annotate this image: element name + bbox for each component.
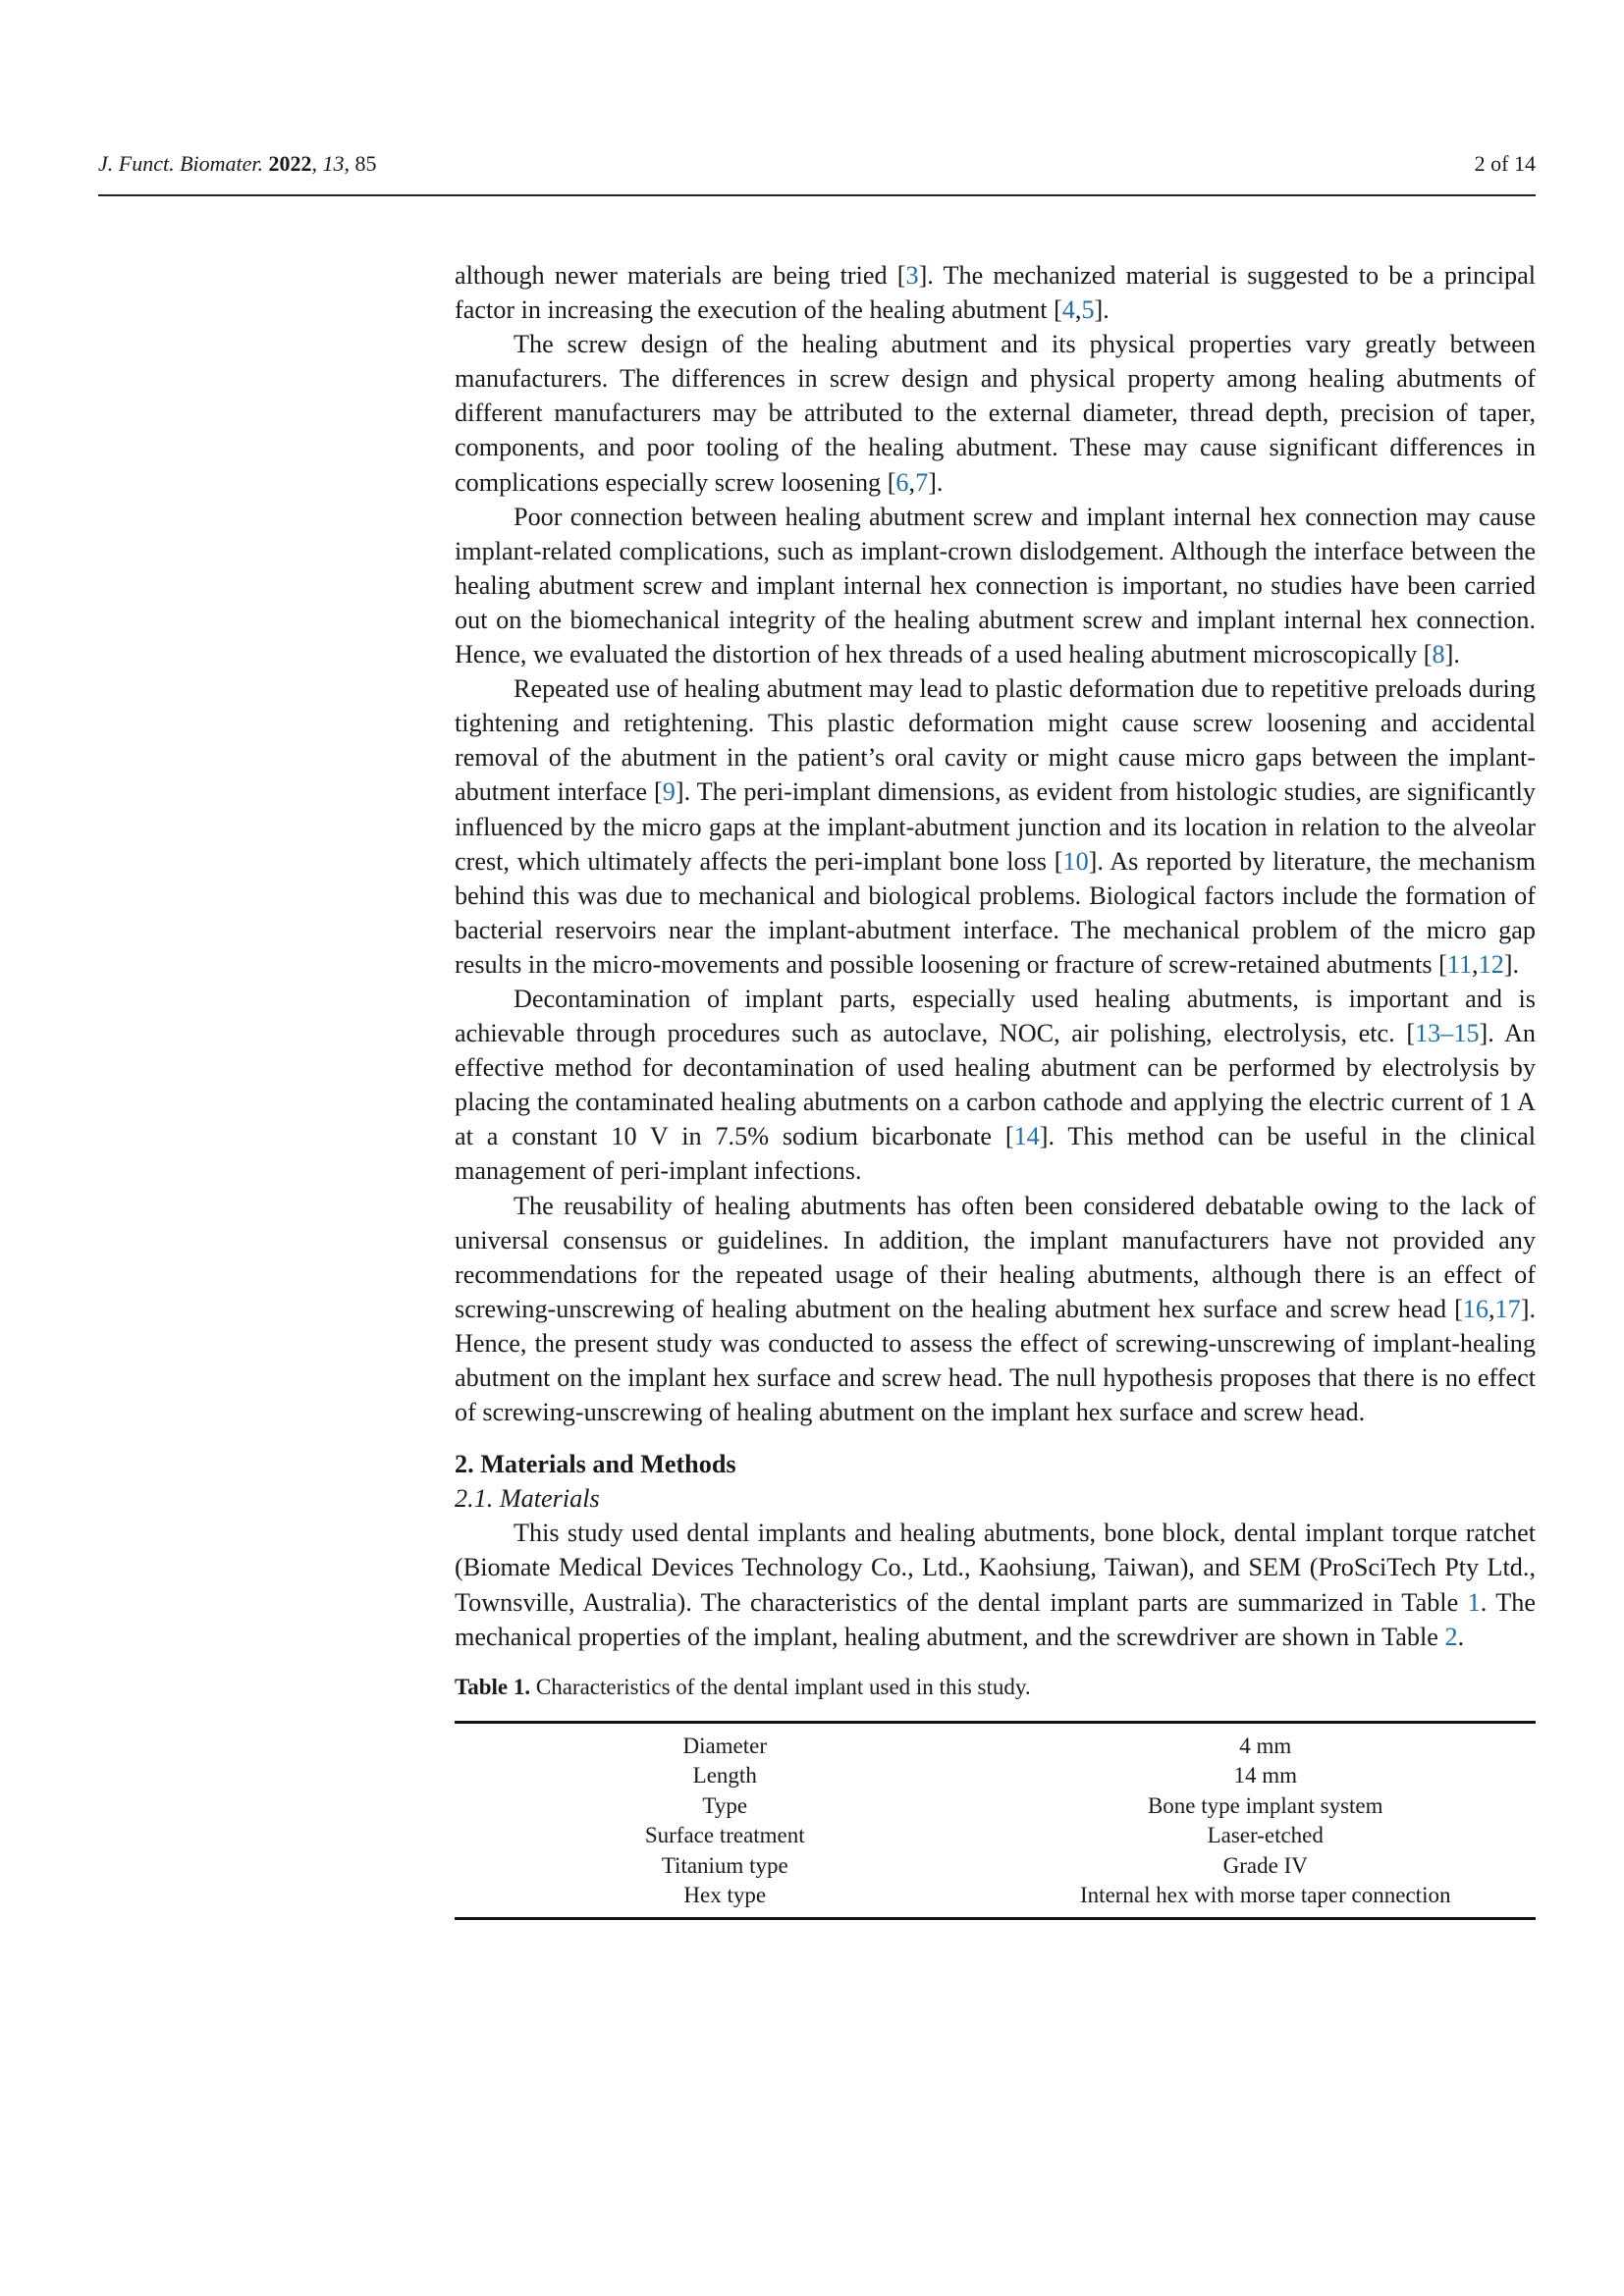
journal-year: 2022 (268, 151, 312, 176)
materials-paragraph-container (455, 1516, 1536, 1653)
body-paragraph: The reusability of healing abutments has often been considered debatable owing to the lack of universal consensus or guidelines. In addition, the implant manufacturers have not provided any recommendations for the repeated usage of their healing abutments, although there is an effect of screwing-unscrewing of healing abutment on the healing abutment hex surface and screw head [16,17]. Hence, the present study was conducted to assess the effect of screwing-unscrewing of implant-healing abutment on the implant hex surface and screw head. The null hypothesis proposes that there is no effect of screwing-unscrewing of healing abutment on the implant hex surface and screw head. (455, 1191, 1536, 1427)
table-row (455, 1761, 1536, 1791)
property-cell: Type (702, 1792, 748, 1818)
citation-link[interactable]: 6 (895, 467, 909, 497)
body-paragraph: This study used dental implants and healing abutments, bone block, dental implant torque ratchet (Biomate Medical Devices Technology Co., Ltd., Kaohsiung, Taiwan), and SEM (ProSciTech Pty Ltd., Townsville, Australia). The characteristics of the dental implant parts are summarized in Table 1. The mechanical properties of the implant, healing abutment, and the screwdriver are shown in Table 2. (455, 1519, 1536, 1651)
citation-link[interactable]: 10 (1062, 846, 1089, 876)
body-paragraph: Poor connection between healing abutment screw and implant internal hex connection may cause implant-related complications, such as implant-crown dislodgement. Although the interface between the healing abutment screw and implant internal hex connection is important, no studies have been carried out on the biomechanical integrity of the healing abutment screw and implant internal hex connection. Hence, we evaluated the distortion of hex threads of a used healing abutment microscopically [8]. (455, 502, 1536, 669)
citation-link[interactable]: 5 (1081, 295, 1095, 325)
body-paragraph: although newer materials are being tried [3]. The mechanized material is suggested to be a principal factor in increasing the execution of the healing abutment [4,5]. (455, 261, 1536, 325)
citation-link[interactable]: 8 (1432, 640, 1445, 669)
value-cell: Internal hex with morse taper connection (1080, 1883, 1451, 1908)
citation-link[interactable]: 14 (1013, 1122, 1040, 1151)
property-cell: Surface treatment (644, 1823, 805, 1848)
citation-link[interactable]: 3 (905, 261, 919, 290)
value-cell: 4 mm (1239, 1733, 1292, 1758)
value-cell: Grade IV (1222, 1852, 1308, 1878)
citation-link[interactable]: 9 (662, 777, 676, 807)
table-row (455, 1881, 1536, 1918)
implant-characteristics-table (455, 1721, 1536, 1920)
citation-link[interactable]: 17 (1494, 1294, 1521, 1323)
citation-link[interactable]: 2 (1444, 1622, 1458, 1651)
table-caption (455, 1672, 1536, 1703)
body-paragraph: Decontamination of implant parts, especially used healing abutments, is important and is achievable through procedures such as autoclave, NOC, air polishing, electrolysis, etc. [13–15]. An effective method for decontamination of used healing abutment can be performed by electrolysis by placing the contaminated healing abutments on a carbon cathode and applying the electric current of 1 A at a constant 10 V in 7.5% sodium bicarbonate [14]. This method can be useful in the clinical management of peri-implant infections. (455, 984, 1536, 1186)
table-row (455, 1851, 1536, 1882)
value-cell: 14 mm (1233, 1763, 1298, 1789)
citation-link[interactable]: 16 (1462, 1294, 1489, 1323)
page-number: 2 of 14 (1474, 151, 1536, 176)
table-caption-text: Characteristics of the dental implant used in this study. (530, 1674, 1031, 1699)
running-header (98, 145, 1536, 196)
property-cell: Length (692, 1763, 757, 1789)
journal-volume: 13 (322, 151, 345, 176)
journal-article: 85 (354, 151, 377, 176)
citation-link[interactable]: 12 (1478, 949, 1504, 979)
table-caption-label: Table 1. (455, 1674, 531, 1699)
value-cell: Laser-etched (1207, 1823, 1324, 1848)
citation-link[interactable]: 13–15 (1415, 1019, 1480, 1048)
table-row (455, 1722, 1536, 1761)
journal-citation: J. Funct. Biomater. 2022, 13, 85 (98, 151, 377, 176)
section-heading: 2. Materials and Methods (455, 1450, 736, 1479)
introduction-paragraphs (455, 258, 1536, 1429)
citation-link[interactable]: 7 (915, 467, 929, 497)
table-row (455, 1791, 1536, 1822)
citation-link[interactable]: 4 (1061, 295, 1075, 325)
body-paragraph: The screw design of the healing abutment and its physical properties vary greatly between manufacturers. The differences in screw design and physical property among healing abutments of different manufacturers may be attributed to the external diameter, thread depth, precision of taper, components, and poor tooling of the healing abutment. These may cause significant differences in complications especially screw loosening [6,7]. (455, 330, 1536, 497)
journal-abbrev: J. Funct. Biomater. (98, 151, 264, 176)
value-cell: Bone type implant system (1147, 1792, 1383, 1818)
body-paragraph: Repeated use of healing abutment may lead to plastic deformation due to repetitive preloads during tightening and retightening. This plastic deformation might cause screw loosening and accidental removal of the abutment in the patient’s oral cavity or might cause micro gaps between the implant-abutment interface [9]. The peri-implant dimensions, as evident from histologic studies, are significantly influenced by the micro gaps at the implant-abutment junction and its location in relation to the alveolar crest, which ultimately affects the peri-implant bone loss [10]. As reported by literature, the mechanism behind this was due to mechanical and biological problems. Biological factors include the formation of bacterial reservoirs near the implant-abutment interface. The mechanical problem of the micro gap results in the micro-movements and possible loosening or fracture of screw-retained abutments [11,12]. (455, 674, 1536, 979)
main-body (455, 258, 1536, 1920)
citation-link[interactable]: 1 (1467, 1587, 1481, 1617)
property-cell: Hex type (683, 1883, 767, 1908)
property-cell: Titanium type (661, 1852, 788, 1878)
subsection-heading: 2.1. Materials (455, 1484, 600, 1514)
table-row (455, 1821, 1536, 1851)
citation-link[interactable]: 11 (1446, 949, 1473, 979)
property-cell: Diameter (682, 1733, 768, 1758)
